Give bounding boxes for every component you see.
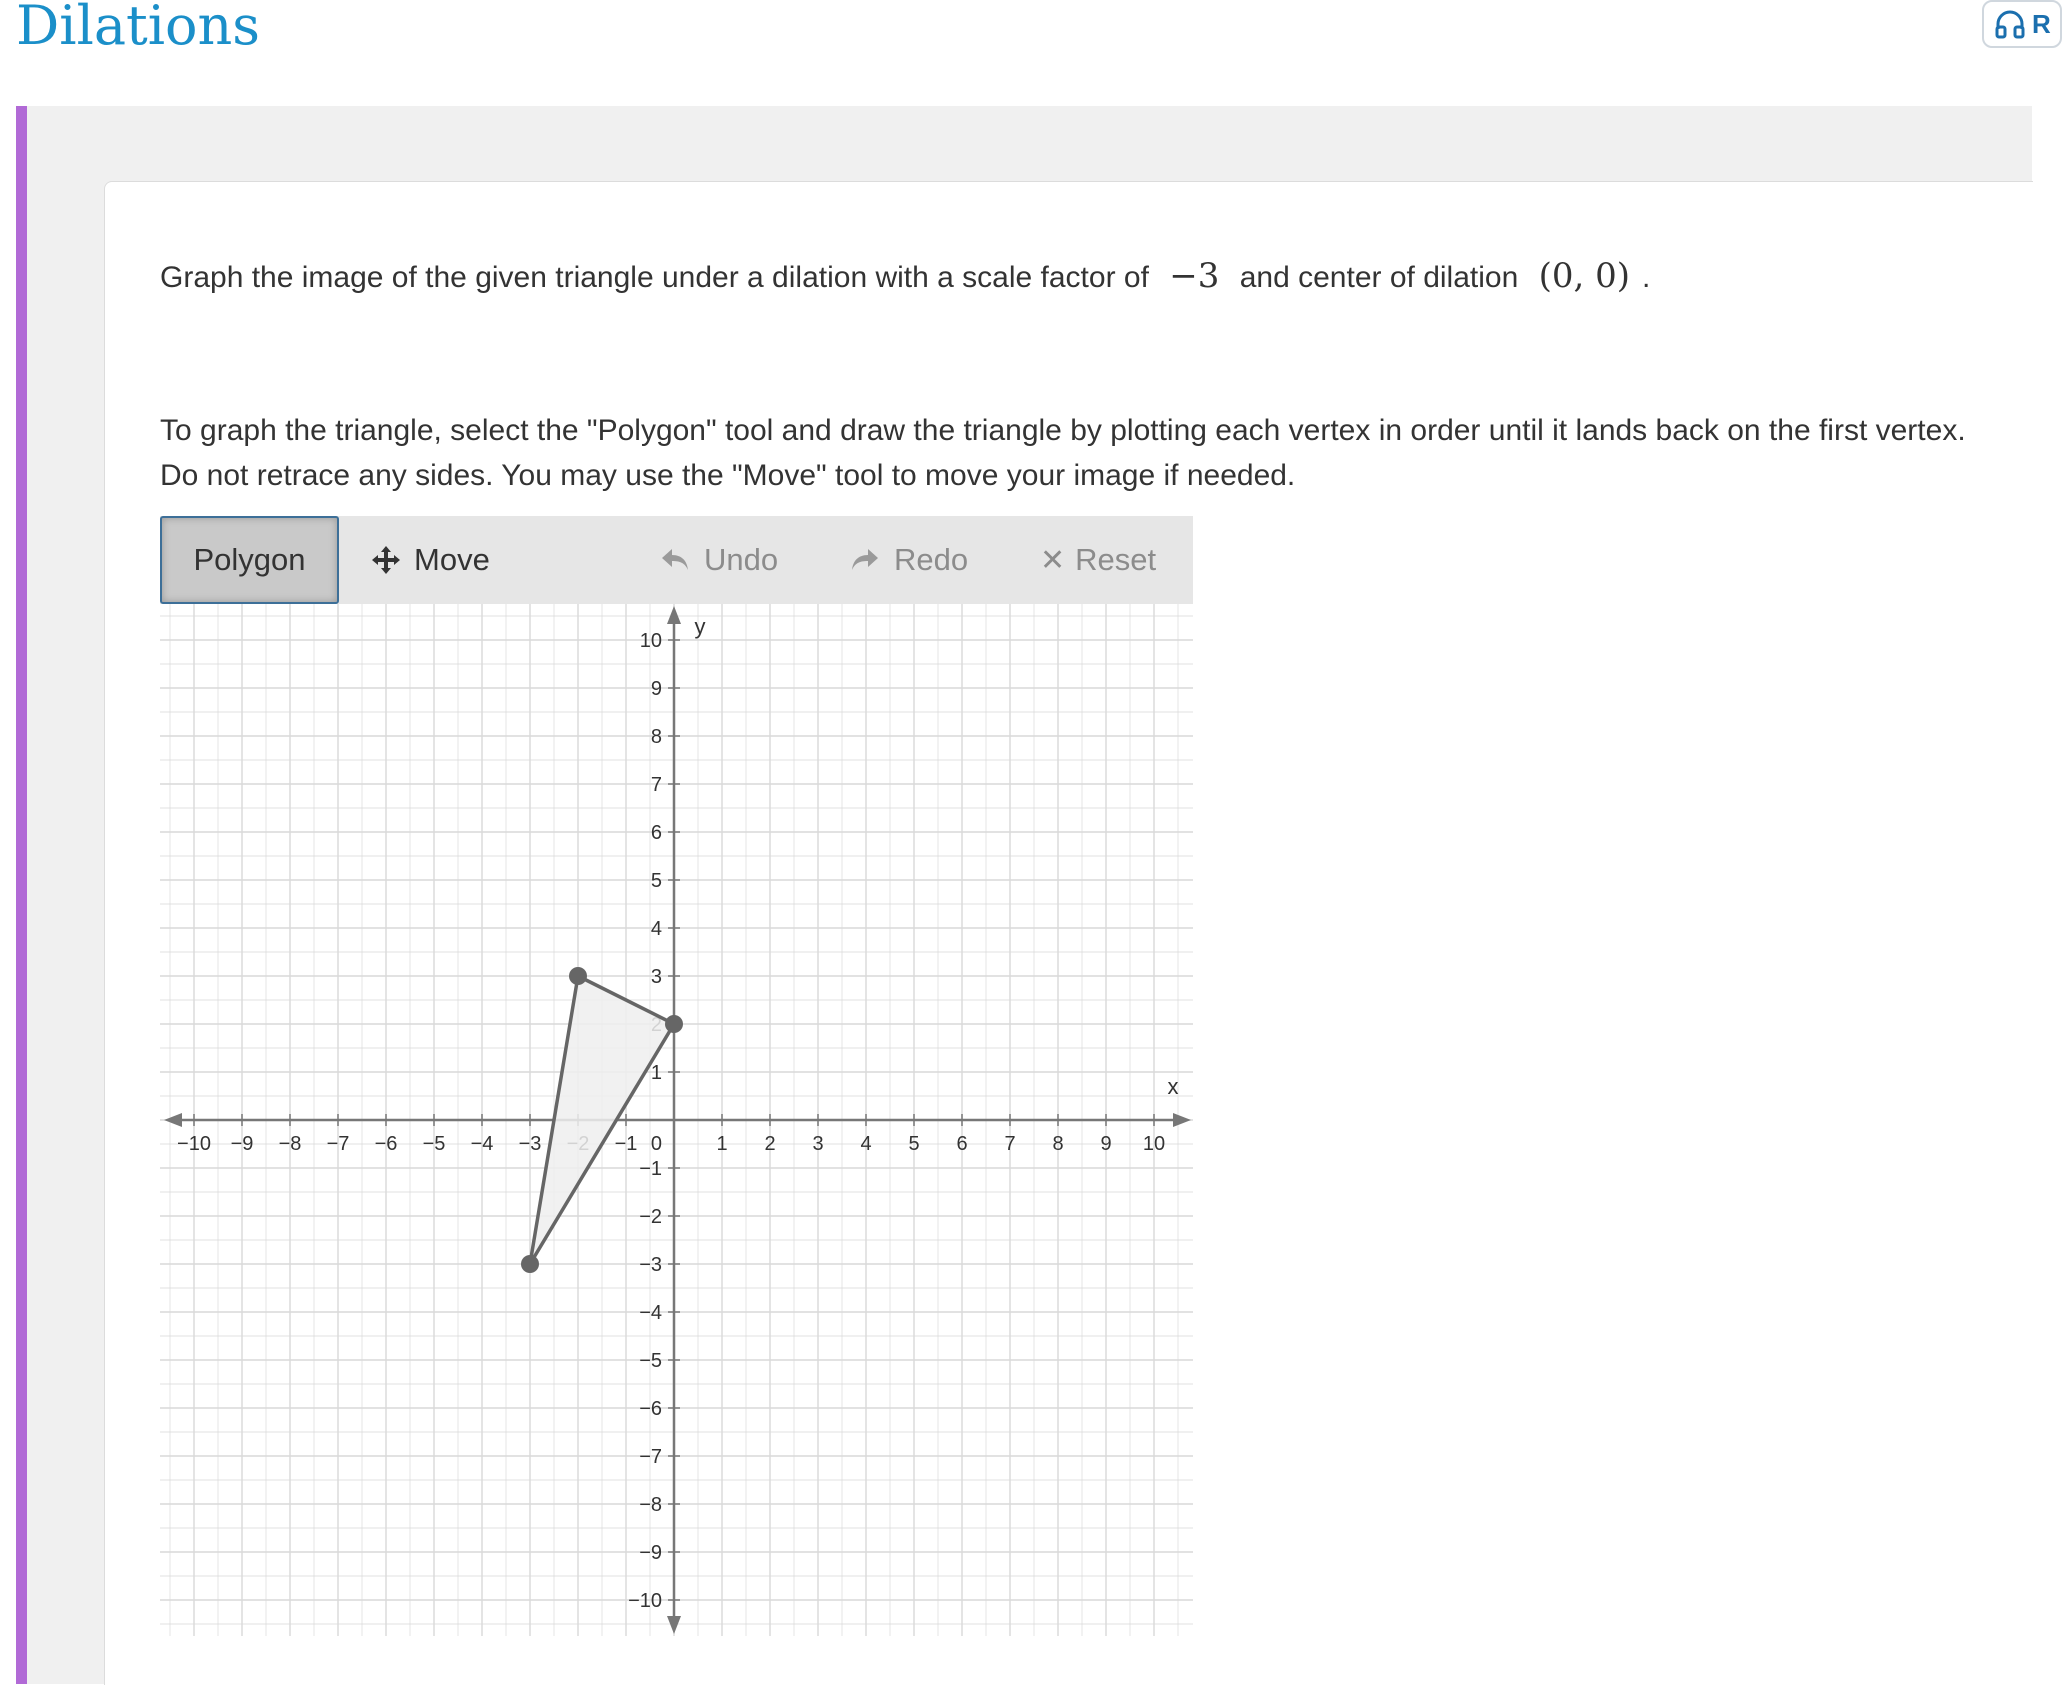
y-tick-label: −4 xyxy=(639,1302,662,1324)
x-tick-label: 1 xyxy=(716,1133,728,1155)
polygon-tool-label: Polygon xyxy=(193,542,306,577)
prompt-text-3: . xyxy=(1642,261,1651,294)
y-tick-label: −2 xyxy=(639,1206,662,1228)
x-tick-label: 4 xyxy=(860,1133,872,1155)
redo-button[interactable] xyxy=(850,516,968,604)
x-tick-label: −3 xyxy=(518,1133,542,1155)
x-axis-arrow-left xyxy=(164,1113,182,1127)
move-tool-button[interactable] xyxy=(370,516,490,604)
triangle-vertex xyxy=(665,1015,683,1033)
undo-button[interactable] xyxy=(660,516,778,604)
coordinate-grid[interactable] xyxy=(160,604,1193,1636)
graphing-tool xyxy=(160,516,1193,1636)
y-tick-label: −9 xyxy=(639,1542,662,1564)
y-tick-label: −7 xyxy=(639,1446,662,1468)
redo-icon xyxy=(850,547,880,573)
x-tick-label: −4 xyxy=(470,1133,494,1155)
move-tool-label: Move xyxy=(414,542,490,577)
triangle-vertex xyxy=(521,1255,539,1273)
y-tick-label: −5 xyxy=(639,1350,662,1372)
y-tick-label: 7 xyxy=(650,774,662,796)
page-title: Dilations xyxy=(16,0,261,57)
accent-bar xyxy=(16,106,27,1684)
y-tick-label: 9 xyxy=(650,678,662,700)
y-tick-label: −3 xyxy=(639,1254,662,1276)
x-tick-label: 6 xyxy=(956,1133,968,1155)
y-tick-label: 10 xyxy=(639,630,662,652)
x-axis-label: x xyxy=(1167,1074,1179,1099)
prompt-text-2: and center of dilation xyxy=(1239,261,1519,294)
x-tick-label: −6 xyxy=(374,1133,398,1155)
x-tick-label: 2 xyxy=(764,1133,776,1155)
y-axis-arrow-down xyxy=(667,1616,681,1634)
y-tick-label: 8 xyxy=(650,726,662,748)
headphones-icon xyxy=(1994,9,2026,39)
prompt-text-1: Graph the image of the given triangle under a dilation with a scale factor of xyxy=(160,261,1149,294)
x-axis-arrow-right xyxy=(1173,1113,1191,1127)
y-tick-label: −6 xyxy=(639,1398,662,1420)
x-tick-label: −1 xyxy=(614,1133,638,1155)
reset-label: Reset xyxy=(1075,542,1157,577)
x-tick-label: 3 xyxy=(812,1133,824,1155)
y-tick-label: 1 xyxy=(650,1062,662,1084)
center-of-dilation: (0, 0) xyxy=(1538,256,1631,296)
read-aloud-button[interactable] xyxy=(1982,0,2062,48)
undo-label: Undo xyxy=(704,542,779,577)
x-tick-label: 9 xyxy=(1100,1133,1112,1155)
y-axis-arrow-up xyxy=(667,606,681,624)
x-tick-label: −8 xyxy=(278,1133,302,1155)
close-icon: ✕ xyxy=(1040,543,1066,577)
y-axis-label: y xyxy=(694,614,706,639)
triangle-vertex xyxy=(569,967,587,985)
question-prompt xyxy=(160,256,1650,296)
x-tick-label: −9 xyxy=(230,1133,254,1155)
y-tick-label: −10 xyxy=(628,1590,662,1612)
read-aloud-label: R xyxy=(2032,8,2051,39)
move-icon xyxy=(370,544,402,576)
x-tick-label: −5 xyxy=(422,1133,446,1155)
origin-label: 0 xyxy=(650,1133,662,1155)
scale-factor: −3 xyxy=(1169,256,1220,296)
y-tick-label: −8 xyxy=(639,1494,662,1516)
y-tick-label: 4 xyxy=(650,918,662,940)
instructions: To graph the triangle, select the "Polygon" tool and draw the triangle by plotting each vertex in order until it lands back on the first vertex. Do not retrace any sides. You may use the "Move" tool to move your image if needed. xyxy=(160,414,1966,492)
y-tick-label: 6 xyxy=(650,822,662,844)
polygon-tool-button[interactable] xyxy=(160,516,339,604)
undo-icon xyxy=(660,547,690,573)
y-tick-label: 3 xyxy=(650,966,662,988)
graph-toolbar xyxy=(160,516,1193,604)
x-tick-label: 8 xyxy=(1052,1133,1064,1155)
x-tick-label: 10 xyxy=(1142,1133,1166,1155)
x-tick-label: −10 xyxy=(177,1133,211,1155)
y-tick-label: −1 xyxy=(639,1158,662,1180)
reset-button[interactable] xyxy=(1040,516,1156,604)
x-tick-label: 5 xyxy=(908,1133,920,1155)
y-tick-label: 5 xyxy=(650,870,662,892)
x-tick-label: −7 xyxy=(326,1133,350,1155)
redo-label: Redo xyxy=(894,542,969,577)
x-tick-label: 7 xyxy=(1004,1133,1016,1155)
